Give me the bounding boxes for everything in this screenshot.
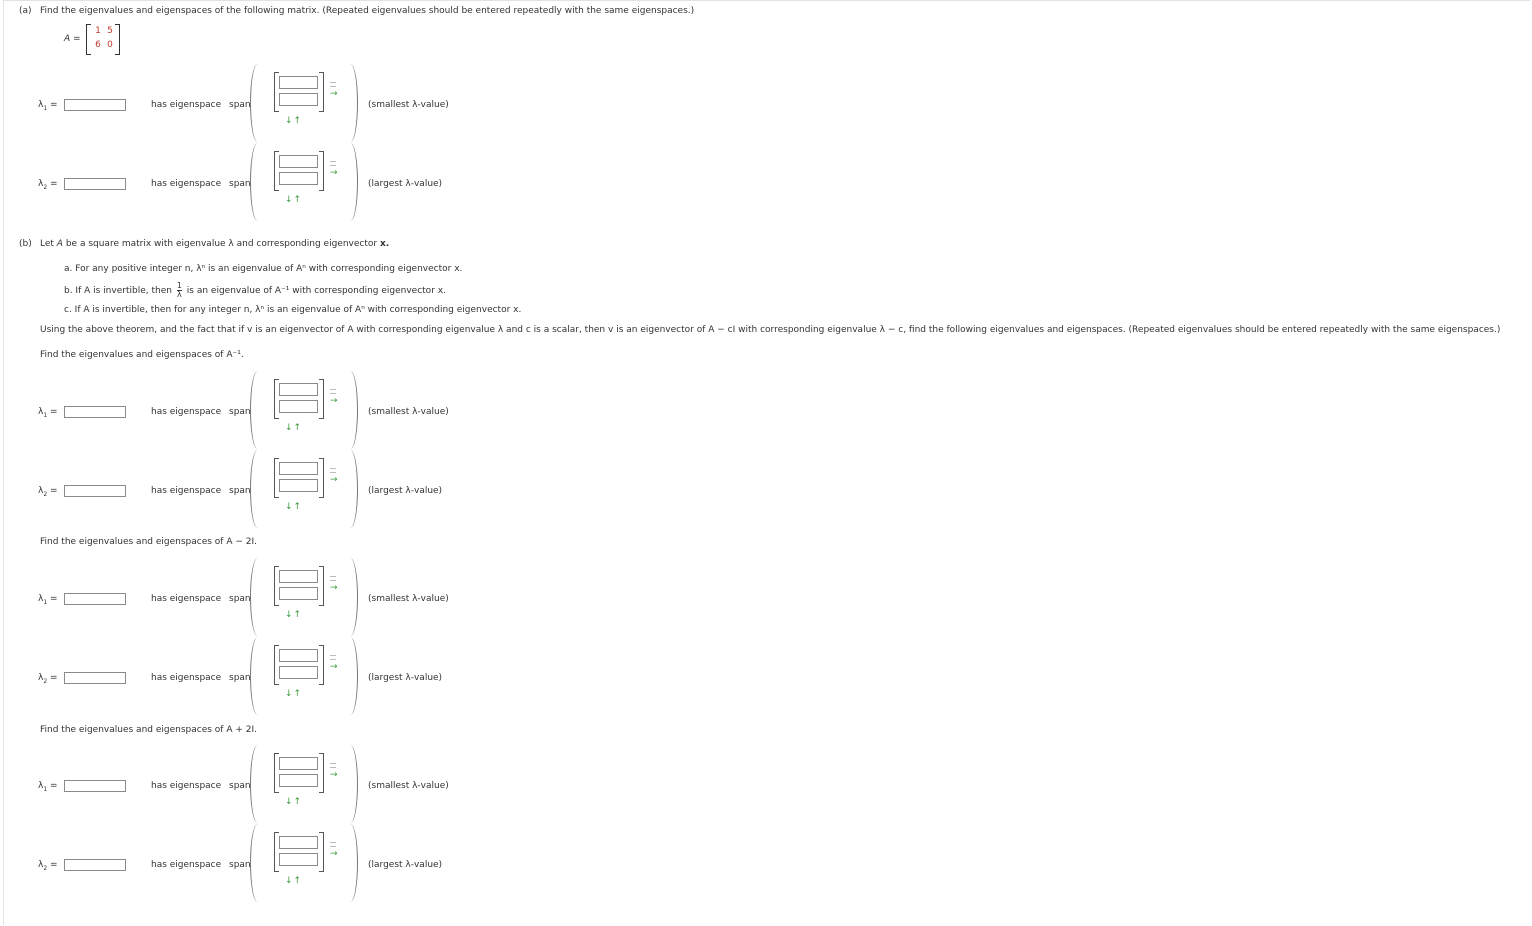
has-eigenspace-text: has eigenspace (151, 100, 222, 110)
span-text: span (229, 100, 251, 110)
right-paren (343, 64, 358, 142)
vector-bracket (274, 72, 324, 112)
remove-column-icon[interactable] (330, 389, 336, 394)
has-eigenspace-text: has eigenspace (151, 486, 222, 496)
left-paren (250, 371, 265, 449)
vector-bracket (274, 566, 324, 606)
vector-entry-input[interactable] (279, 479, 318, 492)
eigen-row-minus-2 (0, 637, 520, 717)
smallest-note: (smallest λ-value) (368, 594, 449, 604)
vector-bracket (274, 458, 324, 498)
smallest-note: (smallest λ-value) (368, 100, 449, 110)
add-remove-row-icon[interactable]: ↓↑ (285, 797, 303, 807)
find-minus-heading: Find the eigenvalues and eigenspaces of A − 2I. (40, 537, 257, 547)
eigen-row-inv-2 (0, 450, 520, 530)
eigen-row-a-1 (0, 64, 520, 144)
lambda-2-label: $\lambda_2$ = (38, 673, 58, 685)
vector-entry-input[interactable] (279, 853, 318, 866)
left-paren (250, 824, 265, 902)
has-eigenspace-text: has eigenspace (151, 781, 222, 791)
matrix-label: A = (64, 34, 81, 44)
add-remove-row-icon[interactable]: ↓↑ (285, 876, 303, 886)
vector-entry-input[interactable] (279, 836, 318, 849)
lambda-1-label: $\lambda_1$ = (38, 594, 58, 606)
find-plus-heading: Find the eigenvalues and eigenspaces of A + 2I. (40, 725, 257, 735)
right-paren (343, 450, 358, 528)
part-a-label: (a) (19, 6, 32, 16)
left-paren (250, 745, 265, 823)
eigenvalue-input[interactable] (64, 99, 126, 111)
eigenvalue-input[interactable] (64, 178, 126, 190)
span-text: span (229, 673, 251, 683)
add-column-icon[interactable]: → (330, 849, 338, 859)
theorem-item-b: b. If A is invertible, then $\frac{1}{\lambda}$ is an eigenvalue of A⁻¹ with corresponding eigenvector x. (64, 281, 446, 299)
add-remove-row-icon[interactable]: ↓↑ (285, 195, 303, 205)
matrix-cell: 0 (107, 40, 113, 50)
add-remove-row-icon[interactable]: ↓↑ (285, 116, 303, 126)
vector-entry-input[interactable] (279, 155, 318, 168)
lambda-2-label: $\lambda_2$ = (38, 486, 58, 498)
largest-note: (largest λ-value) (368, 673, 443, 683)
lambda-1-label: $\lambda_1$ = (38, 781, 58, 793)
matrix-cell: 1 (95, 26, 101, 36)
left-paren (250, 64, 265, 142)
eigenvalue-input[interactable] (64, 672, 126, 684)
right-paren (343, 143, 358, 221)
left-paren (250, 143, 265, 221)
add-column-icon[interactable]: → (330, 396, 338, 406)
vector-bracket (274, 645, 324, 685)
lambda-2-label: $\lambda_2$ = (38, 179, 58, 191)
eigen-row-minus-1 (0, 558, 520, 638)
lambda-1-label: $\lambda_1$ = (38, 100, 58, 112)
add-remove-row-icon[interactable]: ↓↑ (285, 689, 303, 699)
remove-column-icon[interactable] (330, 161, 336, 166)
part-a-instruction: Find the eigenvalues and eigenspaces of the following matrix. (Repeated eigenvalues should be entered repeatedly with the same eigenspaces.) (40, 6, 695, 16)
remove-column-icon[interactable] (330, 468, 336, 473)
has-eigenspace-text: has eigenspace (151, 407, 222, 417)
vector-bracket (274, 832, 324, 872)
smallest-note: (smallest λ-value) (368, 781, 449, 791)
span-text: span (229, 781, 251, 791)
add-column-icon[interactable]: → (330, 583, 338, 593)
remove-column-icon[interactable] (330, 842, 336, 847)
span-text: span (229, 407, 251, 417)
eigen-row-a-2 (0, 143, 520, 223)
right-paren (343, 745, 358, 823)
eigenvalue-input[interactable] (64, 485, 126, 497)
span-text: span (229, 594, 251, 604)
vector-entry-input[interactable] (279, 93, 318, 106)
eigen-row-plus-2 (0, 824, 520, 904)
span-text: span (229, 179, 251, 189)
add-column-icon[interactable]: → (330, 475, 338, 485)
vector-entry-input[interactable] (279, 649, 318, 662)
has-eigenspace-text: has eigenspace (151, 594, 222, 604)
vector-entry-input[interactable] (279, 172, 318, 185)
span-text: span (229, 860, 251, 870)
remove-column-icon[interactable] (330, 763, 336, 768)
add-column-icon[interactable]: → (330, 770, 338, 780)
remove-column-icon[interactable] (330, 82, 336, 87)
eigenvalue-input[interactable] (64, 593, 126, 605)
vector-entry-input[interactable] (279, 587, 318, 600)
largest-note: (largest λ-value) (368, 860, 443, 870)
eigenvalue-input[interactable] (64, 780, 126, 792)
vector-entry-input[interactable] (279, 757, 318, 770)
right-paren (343, 824, 358, 902)
has-eigenspace-text: has eigenspace (151, 673, 222, 683)
remove-column-icon[interactable] (330, 655, 336, 660)
matrix-cell: 5 (107, 26, 113, 36)
vector-bracket (274, 379, 324, 419)
largest-note: (largest λ-value) (368, 486, 443, 496)
eigen-row-inv-1 (0, 371, 520, 451)
largest-note: (largest λ-value) (368, 179, 443, 189)
part-b-intro: Let A be a square matrix with eigenvalue λ and corresponding eigenvector x. (40, 239, 390, 249)
part-b-label: (b) (19, 239, 32, 249)
span-text: span (229, 486, 251, 496)
matrix-a (86, 24, 120, 54)
find-inverse-heading: Find the eigenvalues and eigenspaces of A⁻¹. (40, 350, 244, 360)
eigenvalue-input[interactable] (64, 406, 126, 418)
left-paren (250, 558, 265, 636)
eigenvalue-input[interactable] (64, 859, 126, 871)
smallest-note: (smallest λ-value) (368, 407, 449, 417)
vector-bracket (274, 151, 324, 191)
lambda-1-label: $\lambda_1$ = (38, 407, 58, 419)
eigen-row-plus-1 (0, 745, 520, 825)
vector-entry-input[interactable] (279, 774, 318, 787)
vector-bracket (274, 753, 324, 793)
vector-entry-input[interactable] (279, 570, 318, 583)
vector-entry-input[interactable] (279, 400, 318, 413)
right-paren (343, 558, 358, 636)
lambda-2-label: $\lambda_2$ = (38, 860, 58, 872)
vector-entry-input[interactable] (279, 666, 318, 679)
right-paren (343, 637, 358, 715)
left-paren (250, 450, 265, 528)
add-remove-row-icon[interactable]: ↓↑ (285, 423, 303, 433)
add-remove-row-icon[interactable]: ↓↑ (285, 502, 303, 512)
has-eigenspace-text: has eigenspace (151, 860, 222, 870)
matrix-cell: 6 (95, 40, 101, 50)
left-paren (250, 637, 265, 715)
theorem-item-a: a. For any positive integer n, λⁿ is an eigenvalue of Aⁿ with corresponding eigenvector x. (64, 264, 463, 274)
add-remove-row-icon[interactable]: ↓↑ (285, 610, 303, 620)
add-column-icon[interactable]: → (330, 89, 338, 99)
vector-entry-input[interactable] (279, 76, 318, 89)
add-column-icon[interactable]: → (330, 168, 338, 178)
has-eigenspace-text: has eigenspace (151, 179, 222, 189)
using-theorem-text: Using the above theorem, and the fact that if v is an eigenvector of A with corresponding eigenvalue λ and c is a scalar, then v is an eigenvector of A − cI with corresponding eigenvalue λ − c, find the following eigenvalues and eigenspaces. (Repeated eigenvalues should be entered repeatedly with the same eigenspaces.) (40, 325, 1501, 335)
theorem-item-c: c. If A is invertible, then for any integer n, λⁿ is an eigenvalue of Aⁿ with corresponding eigenvector x. (64, 305, 522, 315)
add-column-icon[interactable]: → (330, 662, 338, 672)
vector-entry-input[interactable] (279, 383, 318, 396)
right-paren (343, 371, 358, 449)
remove-column-icon[interactable] (330, 576, 336, 581)
vector-entry-input[interactable] (279, 462, 318, 475)
